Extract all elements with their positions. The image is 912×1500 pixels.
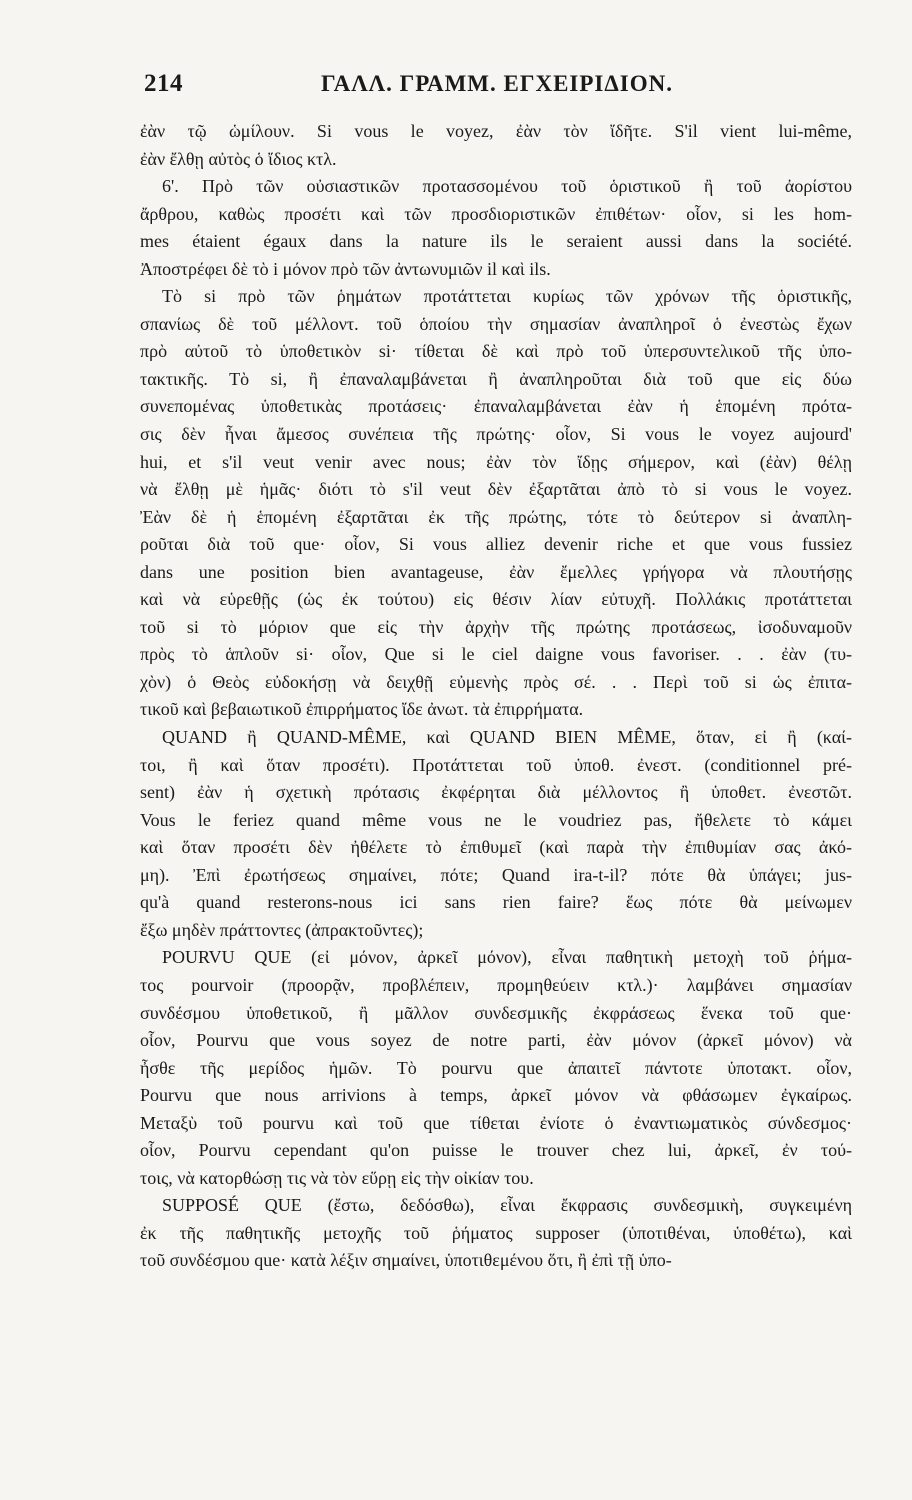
text-line: ἐὰν τῷ ὡμίλουν. Si vous le voyez, ἐὰν τὸν ἴδῆτε. S'il vient lui-même, <box>140 121 852 141</box>
paragraph-p3 <box>140 283 852 724</box>
text-line: Ἀποστρέφει δὲ τὸ i μόνον πρὸ τῶν ἀντωνυμιῶν il καὶ ils. <box>140 258 551 279</box>
text-line: τοῦ συνδέσμου que· κατὰ λέξιν σημαίνει, ὑποτιθεμένου ὅτι, ἢ ἐπὶ τῇ ὑπο- <box>140 1250 672 1271</box>
text-line: μη). Ἐπὶ ἐρωτήσεως σημαίνει, πότε; Quand ira-t-il? πότε θὰ ὑπάγει; jus- <box>140 864 852 885</box>
text-line: mes étaient égaux dans la nature ils le seraient aussi dans la société. <box>140 231 852 252</box>
text-line: πρὸ αὐτοῦ τὸ ὑποθετικὸν si· τίθεται δὲ καὶ πρὸ τοῦ ὑπερσυντελικοῦ τῆς ὑπο- <box>140 341 852 362</box>
text-line: POURVU QUE (εἰ μόνον, ἀρκεῖ μόνον), εἶναι παθητικὴ μετοχὴ τοῦ ῥήμα- <box>162 947 852 968</box>
bottom-margin <box>0 1374 912 1500</box>
text-line: τικοῦ καὶ βεβαιωτικοῦ ἐπιρρήματος ἴδε ἀνωτ. τὰ ἐπιρρήματα. <box>140 699 584 720</box>
text-line: τοῦ si τὸ μόριον que εἰς τὴν ἀρχὴν τῆς πρώτης προτάσεως, ἰσοδυναμοῦν <box>140 616 852 637</box>
text-line: dans une position bien avantageuse, ἐὰν ἔμελλες γρήγορα νὰ πλουτήσῃς <box>140 561 852 582</box>
body-text <box>140 118 852 1275</box>
running-head <box>144 70 850 110</box>
text-line: 6'. Πρὸ τῶν οὐσιαστικῶν προτασσομένου τοῦ ὁριστικοῦ ἢ τοῦ ἀορίστου <box>162 176 852 197</box>
text-line: qu'à quand resterons-nous ici sans rien faire? ἕως πότε θὰ μείνωμεν <box>140 892 852 913</box>
text-line: Τὸ si πρὸ τῶν ῥημάτων προτάττεται κυρίως τῶν χρόνων τῆς ὁριστικῆς, <box>162 286 852 307</box>
text-line: χὸν) ὁ Θεὸς εὐδοκήσῃ νὰ δειχθῇ εὐμενὴς πρὸς σέ. . . Περὶ τοῦ si ὡς ἐπιτα- <box>140 671 852 692</box>
text-line: ἦσθε τῆς μερίδος ἡμῶν. Τὸ pourvu que ἀπαιτεῖ πάντοτε ὑποτακτ. οἷον, <box>140 1057 852 1078</box>
text-line: Ἐὰν δὲ ἡ ἑπομένη ἐξαρτᾶται ἐκ τῆς πρώτης, τότε τὸ δεύτερον si ἀναπλη- <box>140 506 852 527</box>
page-number: 214 <box>144 70 183 97</box>
text-line: σις δὲν ἦναι ἄμεσος συνέπεια τῆς πρώτης· οἷον, Si vous le voyez aujourd' <box>140 424 852 445</box>
paragraph-p6 <box>140 1192 852 1275</box>
text-line: πρὸς τὸ ἁπλοῦν si· οἷον, Que si le ciel daigne vous favoriser. . . ἐὰν (τυ- <box>140 644 852 665</box>
text-line: τοις, νὰ κατορθώσῃ τις νὰ τὸν εὕρῃ εἰς τὴν οἰκίαν του. <box>140 1167 534 1188</box>
text-line: ἔξω μηδὲν πράττοντες (ἀπρακτοῦντες); <box>140 919 424 940</box>
text-line: Vous le feriez quand même vous ne le voudriez pas, ἤθελετε τὸ κάμει <box>140 809 852 830</box>
text-line: Μεταξὺ τοῦ pourvu καὶ τοῦ que τίθεται ἐνίοτε ὁ ἐναντιωματικὸς σύνδεσμος· <box>140 1112 852 1133</box>
text-line: sent) ἐὰν ἡ σχετικὴ πρότασις ἐκφέρηται διὰ μέλλοντος ἢ ὑποθετ. ἐνεστῶτ. <box>140 782 852 803</box>
text-line: οἷον, Pourvu cependant qu'on puisse le trouver chez lui, ἀρκεῖ, ἐν τού- <box>140 1140 852 1161</box>
text-line: συνδέσμου ὑποθετικοῦ, ἢ μᾶλλον συνδεσμικῆς ἐκφράσεως ἕνεκα τοῦ que· <box>140 1002 852 1023</box>
running-head-title: ΓΑΛΛ. ΓΡΑΜΜ. ΕΓΧΕΙΡΙΔΙΟΝ. <box>320 71 673 96</box>
text-line: ἐὰν ἔλθῃ αὐτὸς ὁ ἴδιος κτλ. <box>140 148 337 169</box>
text-line: τος pourvoir (προορᾷν, προβλέπειν, προμηθεύειν κτλ.)· λαμβάνει σημασίαν <box>140 974 852 995</box>
paragraph-p1 <box>140 118 852 173</box>
text-line: SUPPOSÉ QUE (ἔστω, δεδόσθω), εἶναι ἔκφρασις συνδεσμικὴ, συγκειμένη <box>162 1195 852 1216</box>
text-line: QUAND ἢ QUAND-MÊME, καὶ QUAND BIEN MÊME, ὅταν, εἰ ἢ (καί- <box>162 727 852 748</box>
text-line: ἄρθρου, καθὼς προσέτι καὶ τῶν προσδιοριστικῶν ἐπιθέτων· οἷον, si les hom- <box>140 203 852 224</box>
text-line: hui, et s'il veut venir avec nous; ἐὰν τὸν ἴδῃς σήμερον, καὶ (ἐὰν) θέλῃ <box>140 451 852 472</box>
paragraph-p2 <box>140 173 852 283</box>
text-line: Pourvu que nous arrivions à temps, ἀρκεῖ μόνον νὰ φθάσωμεν ἐγκαίρως. <box>140 1085 852 1106</box>
text-line: ροῦται διὰ τοῦ que· οἷον, Si vous alliez devenir riche et que vous fussiez <box>140 534 852 555</box>
text-line: οἷον, Pourvu que vous soyez de notre parti, ἐὰν μόνον (ἀρκεῖ μόνον) νὰ <box>140 1030 852 1051</box>
text-line: τακτικῆς. Τὸ si, ἢ ἐπαναλαμβάνεται ἢ ἀναπληροῦται διὰ τοῦ que εἰς δύω <box>140 368 852 389</box>
text-line: συνεπομένας ὑποθετικὰς προτάσεις· ἐπαναλαμβάνεται ἐὰν ἡ ἑπομένη πρότα- <box>140 396 852 417</box>
text-line: νὰ ἔλθῃ μὲ ἡμᾶς· διότι τὸ s'il veut δὲν ἐξαρτᾶται ἀπὸ τὸ si vous le voyez. <box>140 479 852 500</box>
text-line: καὶ ὅταν προσέτι δὲν ἠθέλετε τὸ ἐπιθυμεῖ (καὶ παρὰ τὴν ἐπιθυμίαν σας ἀκό- <box>140 837 852 858</box>
text-line: ἐκ τῆς παθητικῆς μετοχῆς τοῦ ῥήματος supposer (ὑποτιθέναι, ὑποθέτω), καὶ <box>140 1222 852 1243</box>
text-line: καὶ νὰ εὑρεθῇς (ὡς ἐκ τούτου) εἰς θέσιν λίαν εὐτυχῆ. Πολλάκις προτάττεται <box>140 589 852 610</box>
paragraph-p5 <box>140 944 852 1192</box>
text-line: σπανίως δὲ τοῦ μέλλοντ. τοῦ ὁποίου τὴν σημασίαν ἀναπληροῖ ὁ ἐνεστὼς ἔχων <box>140 313 852 334</box>
text-line: τοι, ἢ καὶ ὅταν προσέτι). Προτάττεται τοῦ ὑποθ. ἐνεστ. (conditionnel pré- <box>140 754 852 775</box>
paragraph-p4 <box>140 724 852 944</box>
